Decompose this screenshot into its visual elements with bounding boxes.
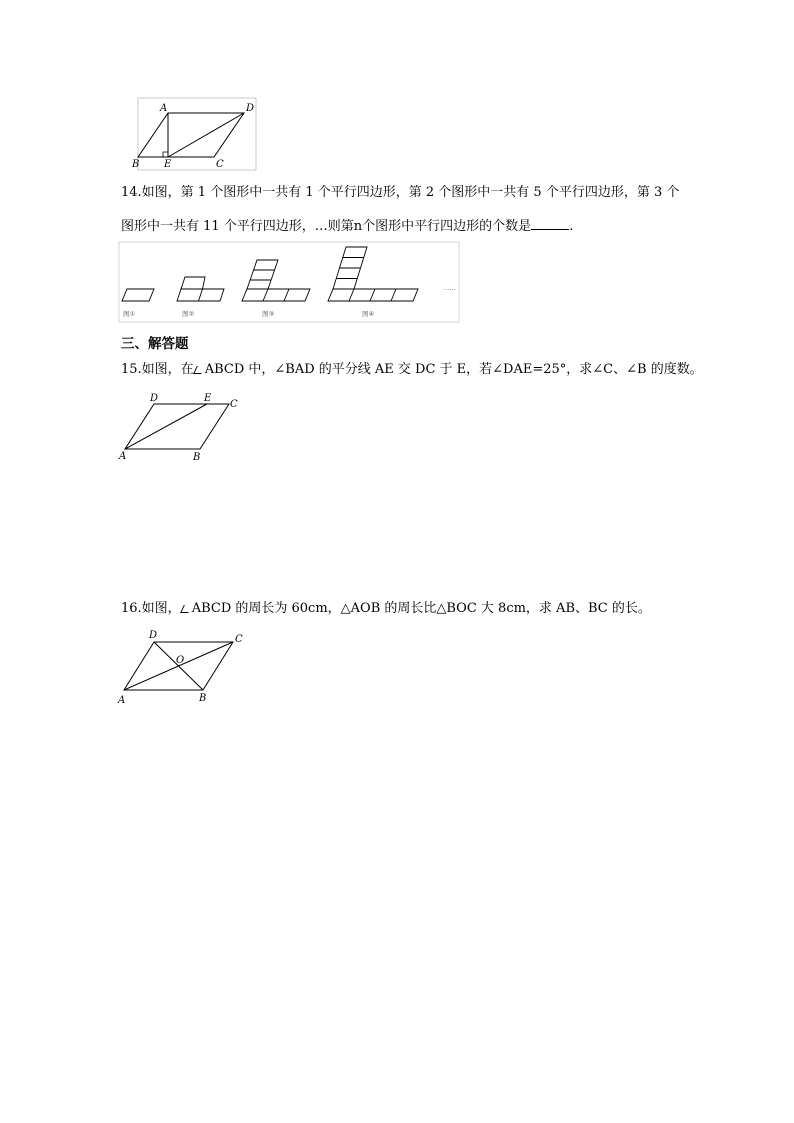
parallelogram-figure-q13	[0, 0, 794, 180]
q16-text-start: 16.如图，	[121, 601, 181, 616]
parallelogram-figure-q15	[0, 390, 794, 470]
fig4	[328, 247, 418, 301]
diagonal-bd	[154, 642, 203, 690]
q15-text-start: 15.如图，在	[121, 362, 194, 377]
parallelogram-symbol-icon	[194, 365, 205, 374]
caption-fig2: 图②	[182, 310, 195, 318]
fig3	[242, 260, 310, 301]
bisector-ae	[125, 404, 207, 449]
fig1-cell	[122, 289, 154, 301]
figure-q14	[0, 240, 794, 325]
q14-line1: 14.如图，第 1 个图形中一共有 1 个平行四边形，第 2 个图形中一共有 5 个平行四边形，第 3 个	[121, 185, 680, 200]
label-a: A	[160, 103, 168, 114]
label-a-q16: A	[118, 695, 126, 706]
figure-frame	[138, 98, 256, 170]
label-c-q16: C	[235, 634, 243, 645]
pattern-figures-q14	[0, 240, 794, 325]
label-e-q15: E	[204, 393, 212, 404]
fig2	[177, 277, 224, 301]
parallelogram-abcd-q15	[125, 404, 229, 449]
q15-text-rest: ABCD 中，∠BAD 的平分线 AE 交 DC 于 E，若∠DAE=25°，求∠C、∠B 的度数。	[204, 362, 703, 377]
label-a-q15: A	[119, 451, 127, 462]
figure-q13	[0, 0, 794, 180]
caption-fig3: 图③	[262, 310, 275, 318]
caption-fig1: 图①	[123, 310, 136, 318]
label-e: E	[164, 159, 172, 170]
figure-q15	[0, 390, 794, 470]
parallelogram-abcd	[138, 113, 244, 157]
label-o-q16: O	[176, 655, 185, 666]
figure-q16	[0, 625, 794, 710]
q14-line2	[121, 217, 573, 236]
label-b-q15: B	[193, 452, 201, 463]
label-d-q16: D	[149, 630, 158, 641]
label-b: B	[132, 159, 140, 170]
figures-frame	[119, 242, 459, 322]
ellipsis: ……	[443, 284, 456, 292]
label-d: D	[246, 103, 255, 114]
right-angle-mark	[163, 152, 168, 157]
parallelogram-figure-q16	[0, 625, 794, 710]
label-c-q15: C	[230, 399, 238, 410]
section-heading: 三、解答题	[121, 336, 189, 352]
answer-blank	[531, 217, 569, 230]
q15-text	[121, 361, 703, 379]
caption-fig4: 图④	[362, 310, 375, 318]
q16-text	[121, 600, 651, 618]
q16-text-rest: ABCD 的周长为 60cm，△AOB 的周长比△BOC 大 8cm，求 AB、BC 的长。	[191, 601, 651, 616]
parallelogram-symbol-icon	[181, 604, 192, 613]
diagonal-ed	[168, 113, 244, 157]
label-c: C	[216, 159, 224, 170]
q14-line2-text: 图形中一共有 11 个平行四边形，…则第n个图形中平行四边形的个数是	[121, 219, 532, 234]
q14-line2-end: .	[569, 219, 574, 234]
label-b-q16: B	[199, 693, 207, 704]
label-d-q15: D	[150, 393, 159, 404]
